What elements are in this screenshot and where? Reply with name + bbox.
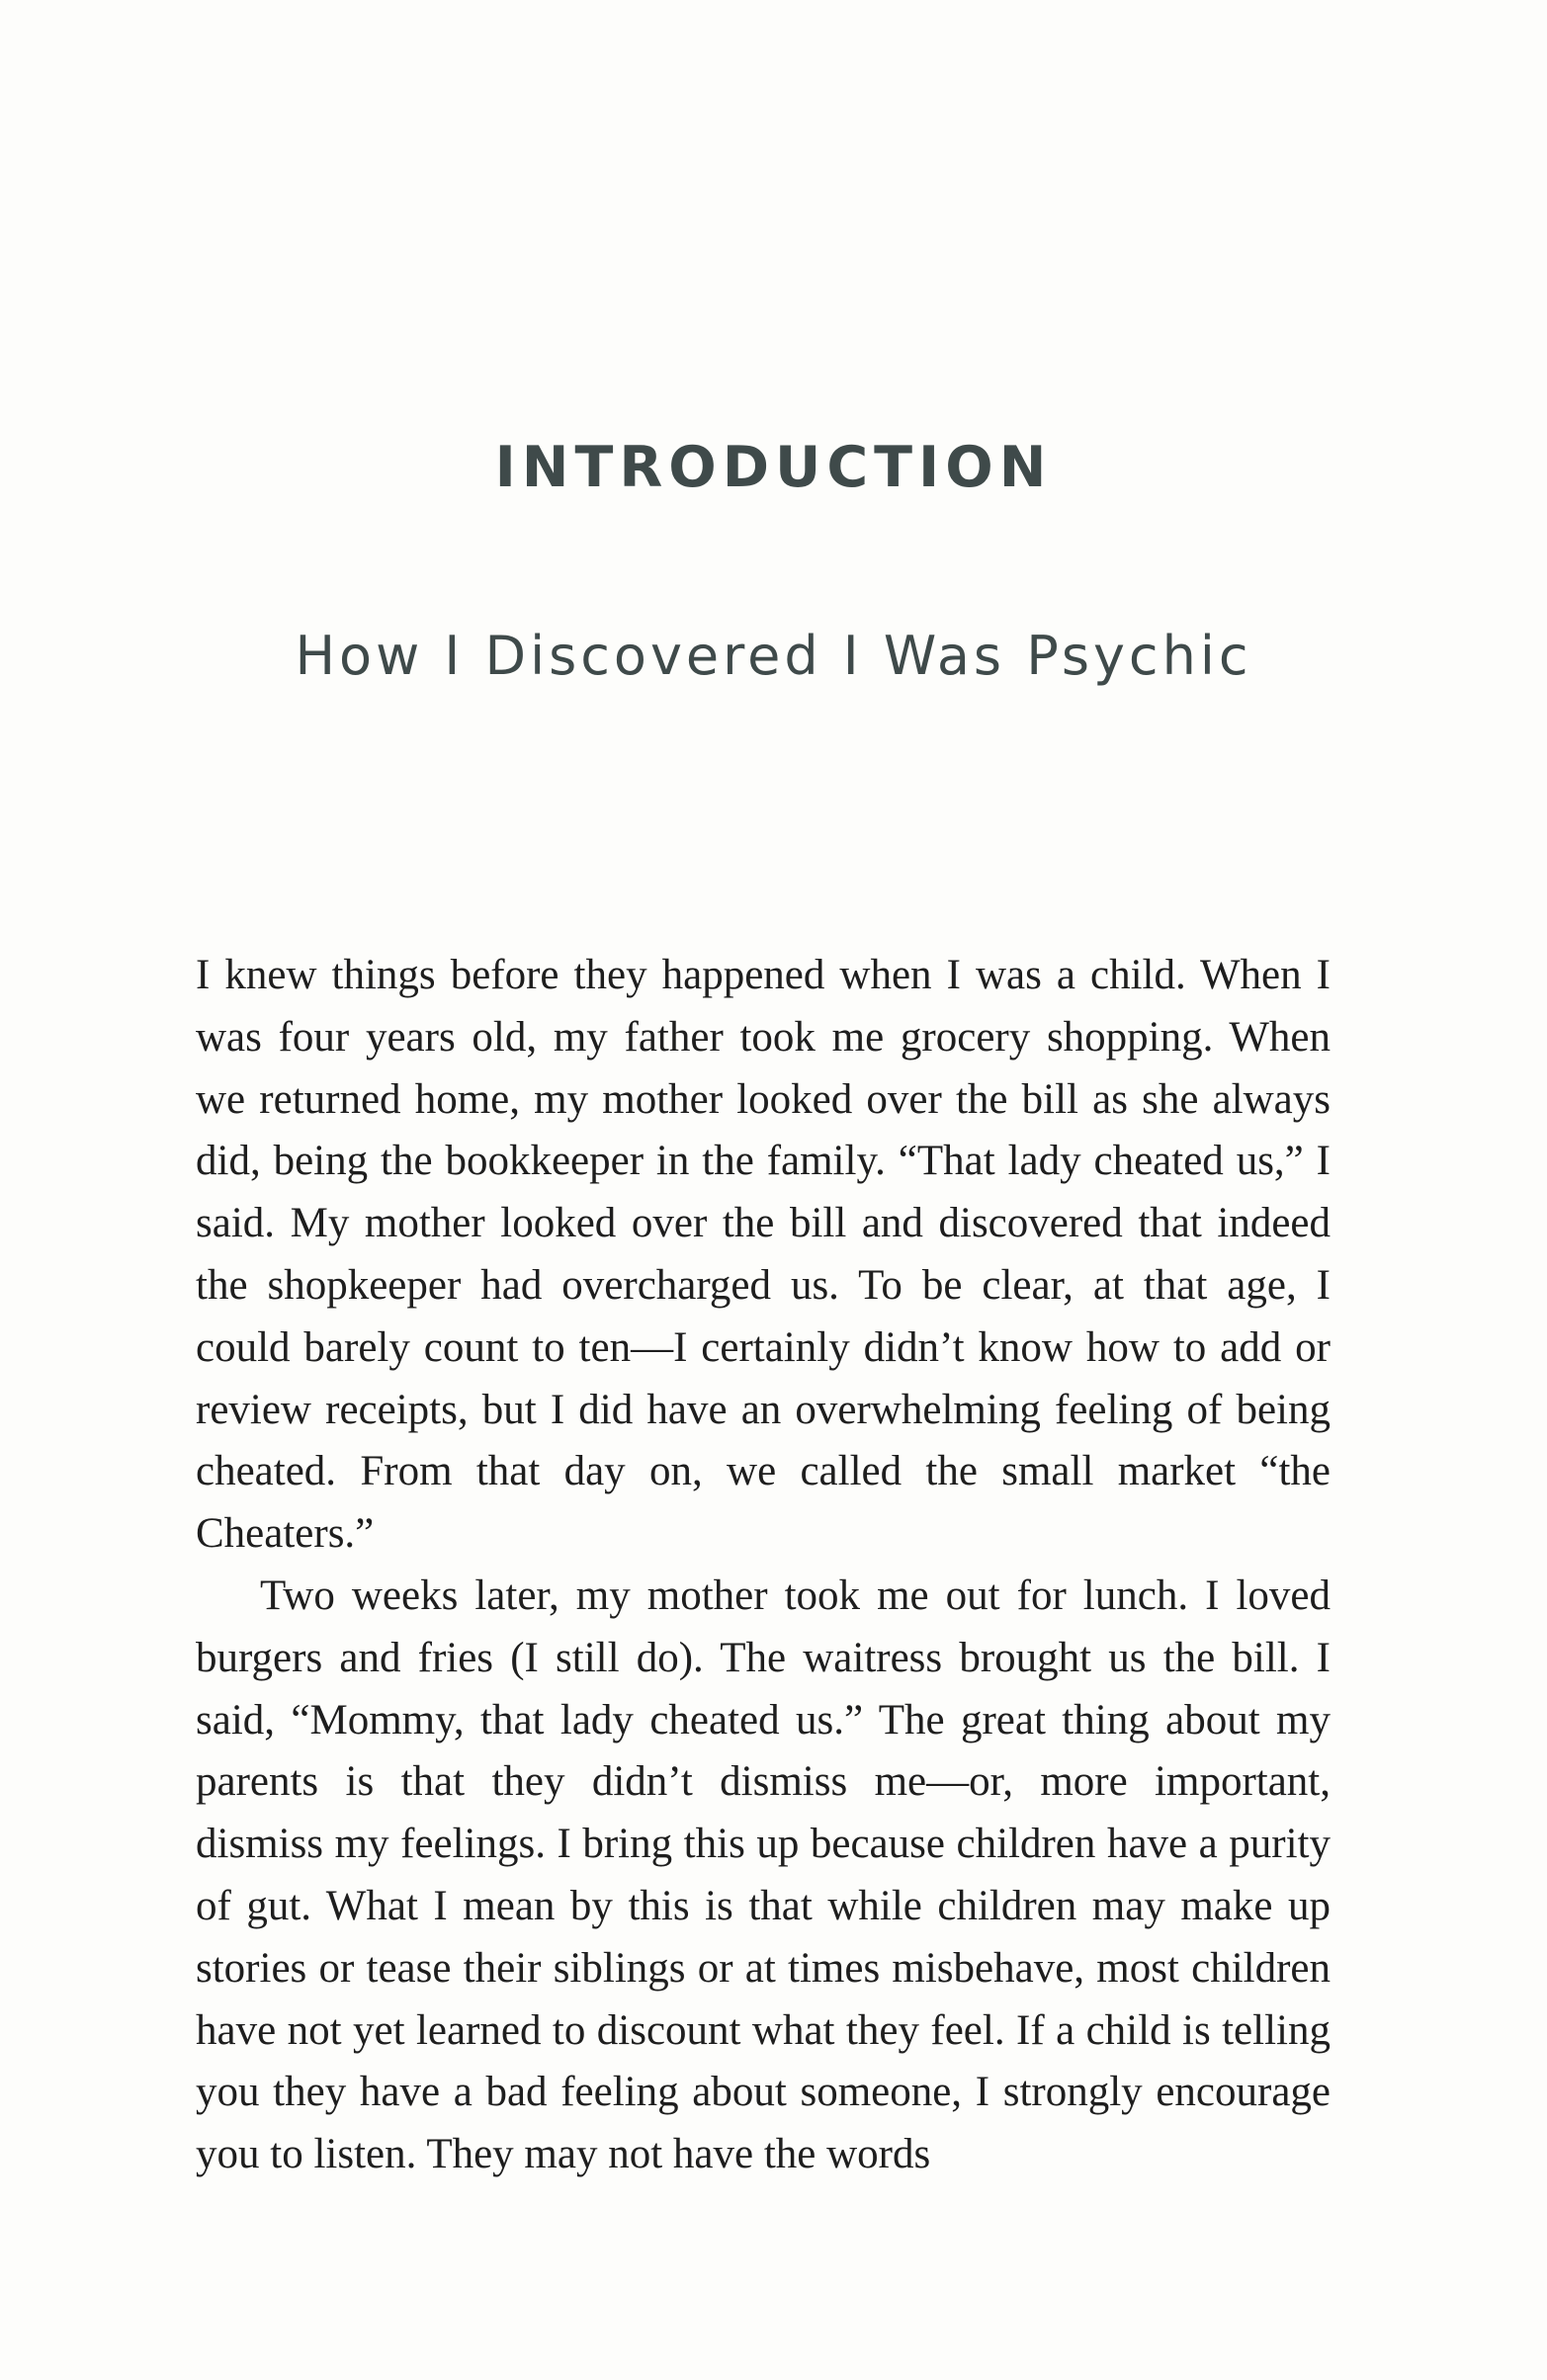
body-paragraph: I knew things before they happened when I was a child. When I was four years old, my father took me grocery shopping. When we returned home, my mother looked over the bill as she always did, being the bookkeeper in the family. “That lady cheated us,” I said. My mother looked over the bill and discovered that indeed the shopkeeper had overcharged us. To be clear, at that age, I could barely count to ten—I certainly didn’t know how to add or review receipts, but I did have an overwhelming feeling of being cheated. From that day on, we called the small market “the Cheaters.” <box>196 952 1331 1558</box>
body-paragraph: Two weeks later, my mother took me out for lunch. I loved burgers and fries (I still do). The waitress brought us the bill. I said, “Mommy, that lady cheated us.” The great thing about my parents is that they didn’t dismiss me—or, more important, dismiss my feelings. I bring this up because children have a purity of gut. What I mean by this is that while children may make up stories or tease their siblings or at times misbehave, most children have not yet learned to discount what they feel. If a child is telling you they have a bad feeling about someone, I strongly encourage you to listen. They may not have the words <box>196 1572 1331 2178</box>
chapter-heading: INTRODUCTION <box>494 435 1053 500</box>
body-text <box>196 945 1331 2186</box>
chapter-subtitle: How I Discovered I Was Psychic <box>295 625 1252 687</box>
